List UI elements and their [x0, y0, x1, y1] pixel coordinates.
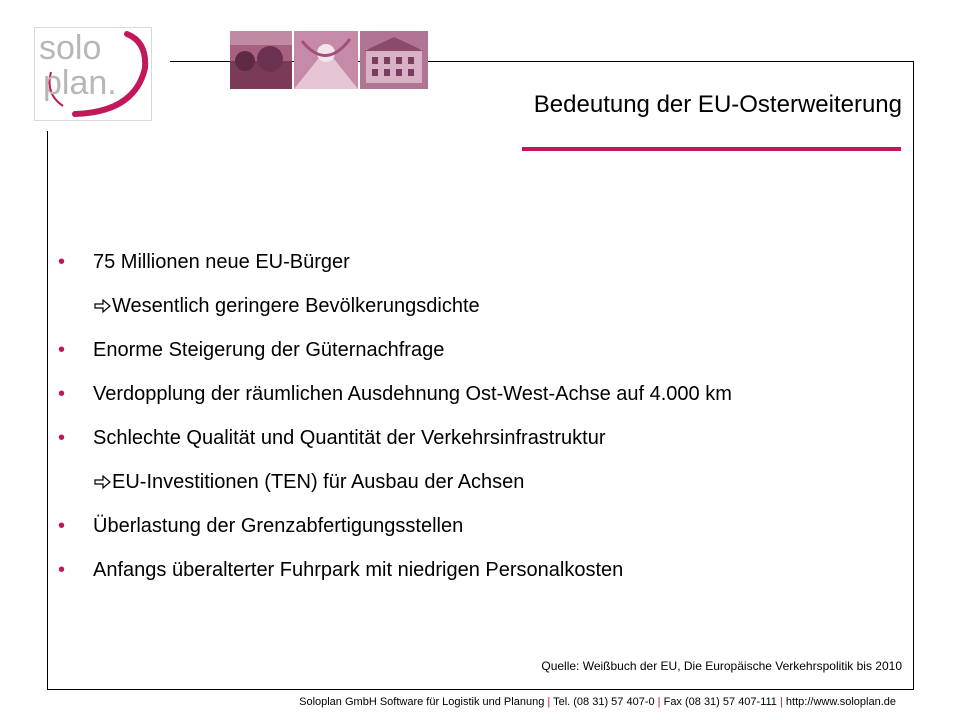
footer-separator: | — [780, 696, 783, 708]
title-accent-rule — [522, 147, 901, 151]
list-subitem-text: EU-Investitionen (TEN) für Ausbau der Achsen — [112, 471, 525, 493]
list-subitem-text: Wesentlich geringere Bevölkerungsdichte — [112, 295, 480, 317]
photo-landscape — [230, 31, 292, 89]
arrow-right-icon — [94, 469, 112, 495]
bullet-dot-icon: • — [58, 339, 66, 361]
soloplan-logo — [34, 27, 152, 121]
list-item-text: 75 Millionen neue EU-Bürger — [93, 251, 350, 273]
bullet-dot-icon: • — [58, 383, 66, 405]
header-photo-strip — [230, 31, 428, 89]
footer-separator: | — [547, 696, 551, 708]
list-subitem — [58, 293, 908, 337]
list-item — [58, 425, 908, 469]
bullet-dot-icon: • — [58, 251, 66, 273]
source-note: Quelle: Weißbuch der EU, Die Europäische Verkehrspolitik bis 2010 — [541, 659, 902, 673]
list-item-text: Enorme Steigerung der Güternachfrage — [93, 339, 445, 361]
bullet-list — [58, 249, 908, 601]
frame-right-line — [913, 61, 914, 690]
list-item-text: Anfangs überalterter Fuhrpark mit niedrigen Personalkosten — [93, 559, 624, 581]
photo-building — [360, 31, 428, 89]
frame-bottom-line — [47, 689, 914, 690]
list-subitem — [58, 469, 908, 513]
photo-abstract — [294, 31, 358, 89]
footer-url[interactable]: http://www.soloplan.de — [785, 696, 896, 708]
footer-contact — [299, 696, 896, 708]
bullet-dot-icon: • — [58, 427, 66, 449]
page-title: Bedeutung der EU-Osterweiterung — [533, 91, 902, 118]
logo-line1: solo — [39, 29, 102, 67]
list-item — [58, 557, 908, 601]
logo-line2: plan. — [43, 64, 117, 102]
list-item — [58, 381, 908, 425]
list-item-text: Überlastung der Grenzabfertigungsstellen — [93, 515, 464, 537]
list-item-text: Schlechte Qualität und Quantität der Verkehrsinfrastruktur — [93, 427, 606, 449]
footer-fax: Fax (08 31) 57 407-111 — [663, 696, 777, 708]
footer-phone: Tel. (08 31) 57 407-0 — [553, 696, 655, 708]
list-item — [58, 249, 908, 293]
frame-left-line — [47, 131, 48, 690]
list-item — [58, 337, 908, 381]
list-item — [58, 513, 908, 557]
list-item-text: Verdopplung der räumlichen Ausdehnung Ost-West-Achse auf 4.000 km — [93, 383, 732, 405]
footer-company: Soloplan GmbH Software für Logistik und Planung — [299, 696, 545, 708]
bullet-dot-icon: • — [58, 559, 66, 581]
footer-separator: | — [657, 696, 661, 708]
bullet-dot-icon: • — [58, 515, 66, 537]
arrow-right-icon — [94, 293, 112, 319]
